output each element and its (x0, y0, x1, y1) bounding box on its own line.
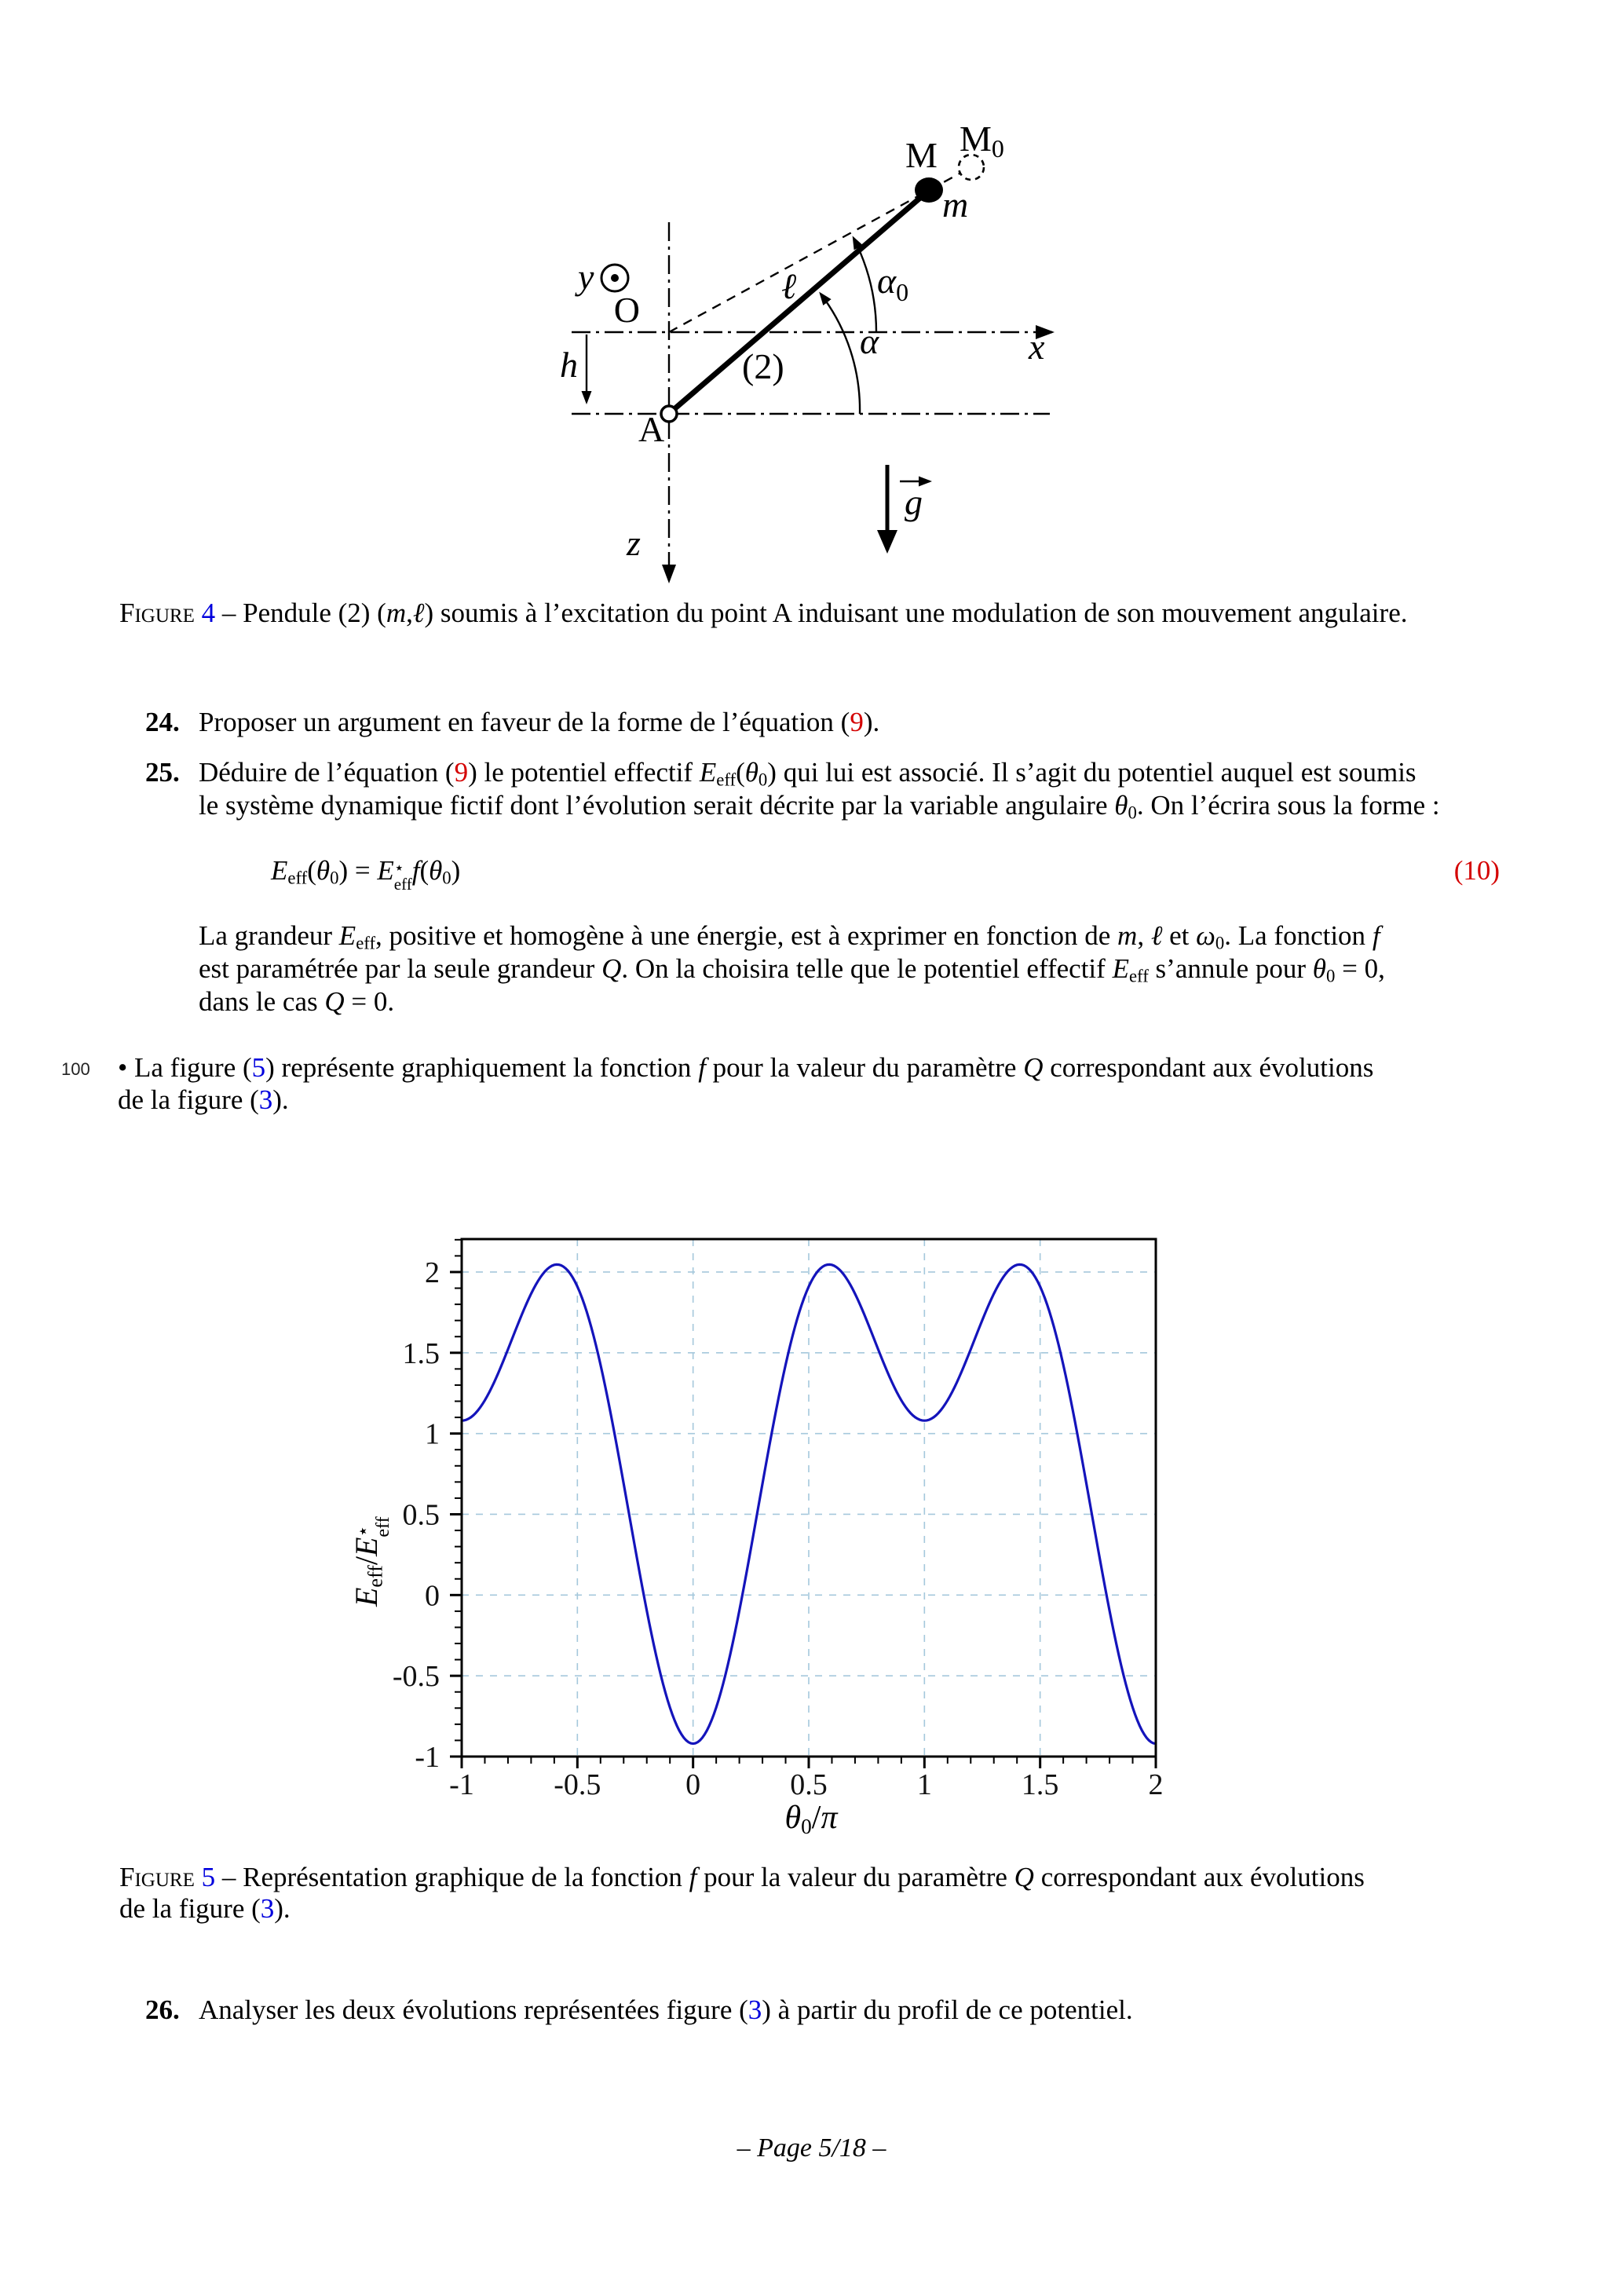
label-m: m (942, 185, 969, 225)
x-tick-label: 1.5 (1021, 1768, 1059, 1801)
figure4-diagram (503, 118, 1099, 605)
label-g: g (905, 482, 923, 522)
y-tick-label: 1 (425, 1417, 440, 1451)
figure5-caption-line1: Figure 5 – Représentation graphique de la fonction f pour la valeur du paramètre Q correspondant aux évolutions (119, 1862, 1365, 1892)
margin-line-number: 100 (61, 1059, 90, 1079)
y-tick-label: -0.5 (392, 1660, 440, 1694)
label-y: y (578, 257, 594, 297)
label-alpha0: α0 (877, 261, 909, 306)
x-tick-label: 2 (1148, 1768, 1164, 1801)
label-x: x (1029, 327, 1045, 367)
paragraph-line3: dans le cas Q = 0. (199, 986, 395, 1017)
x-tick-label: 0 (685, 1768, 701, 1801)
label-ell: ℓ (781, 266, 797, 306)
question-24-text: Proposer un argument en faveur de la forme de l’équation (9). (199, 707, 880, 737)
pendulum-rod (671, 192, 927, 412)
figure5-caption-line2: de la figure (3). (119, 1893, 291, 1924)
y-tick-label: -1 (415, 1741, 440, 1774)
y-tick-label: 2 (425, 1256, 440, 1289)
question-25-line2: le système dynamique fictif dont l’évolution serait décrite par la variable angulaire θ0. On l’écrira sous la forme : (199, 790, 1440, 823)
x-tick-label: 1 (916, 1768, 932, 1801)
y-tick-label: 0 (425, 1579, 440, 1613)
paragraph-line1: La grandeur Eeff, positive et homogène à une énergie, est à exprimer en fonction de m, ℓ et ω0. La fonction f (199, 920, 1380, 953)
label-M0: M0 (960, 119, 1004, 163)
question-25-number: 25. (145, 757, 180, 788)
y-axis-dot (611, 274, 619, 282)
label-M: M (905, 135, 938, 175)
question-26 (145, 1994, 1133, 2027)
page-footer: – Page 5/18 – (737, 2133, 886, 2163)
x-tick-label: -1 (449, 1768, 474, 1801)
question-25-line1 (145, 756, 1416, 791)
question-26-text: Analyser les deux évolutions représentées figure (3) à partir du profil de ce potentiel. (199, 1994, 1133, 2025)
x-tick-label: 0.5 (790, 1768, 828, 1801)
label-A: A (638, 409, 665, 449)
figure5-plot (330, 1209, 1225, 1806)
alpha-arc (821, 294, 860, 414)
paragraph-line2: est paramétrée par la seule grandeur Q. On la choisira telle que le potentiel effectif Eeff s’annule pour θ0 = 0, (199, 953, 1385, 986)
mass-M (915, 177, 943, 203)
label-z: z (627, 523, 641, 563)
question-25-text-line1: Déduire de l’équation (9) le potentiel effectif Eeff(θ0) qui lui est associé. Il s’agit du potentiel auquel est soumis (199, 757, 1416, 790)
label-h: h (560, 345, 578, 385)
y-tick-label: 1.5 (402, 1336, 440, 1370)
label-alpha: α (860, 321, 879, 361)
equation-10-tag: (10) (1453, 855, 1500, 886)
label-rod-2: (2) (742, 346, 784, 386)
question-24-number: 24. (145, 707, 180, 737)
x-tick-label: -0.5 (554, 1768, 601, 1801)
mean-position-dashed-line (669, 174, 960, 332)
bullet-line2: de la figure (3). (118, 1084, 289, 1115)
question-24 (145, 706, 879, 739)
equation-10: Eeff(θ0) = E ⋆ eff f(θ0) (271, 855, 461, 894)
label-O: O (613, 290, 640, 330)
plot-y-axis-title: Eeff/E ⋆ eff (349, 1516, 393, 1607)
y-tick-label: 0.5 (402, 1498, 440, 1532)
figure4-caption: Figure 4 – Pendule (2) (m,ℓ) soumis à l’excitation du point A induisant une modulation de son mouvement angulaire. (119, 598, 1408, 628)
curve-f (462, 1264, 1156, 1743)
bullet-line1: • La figure (5) représente graphiquement la fonction f pour la valeur du paramètre Q correspondant aux évolutions (118, 1052, 1374, 1083)
plot-x-axis-title: θ0/π (784, 1800, 838, 1838)
question-26-number: 26. (145, 1994, 180, 2025)
